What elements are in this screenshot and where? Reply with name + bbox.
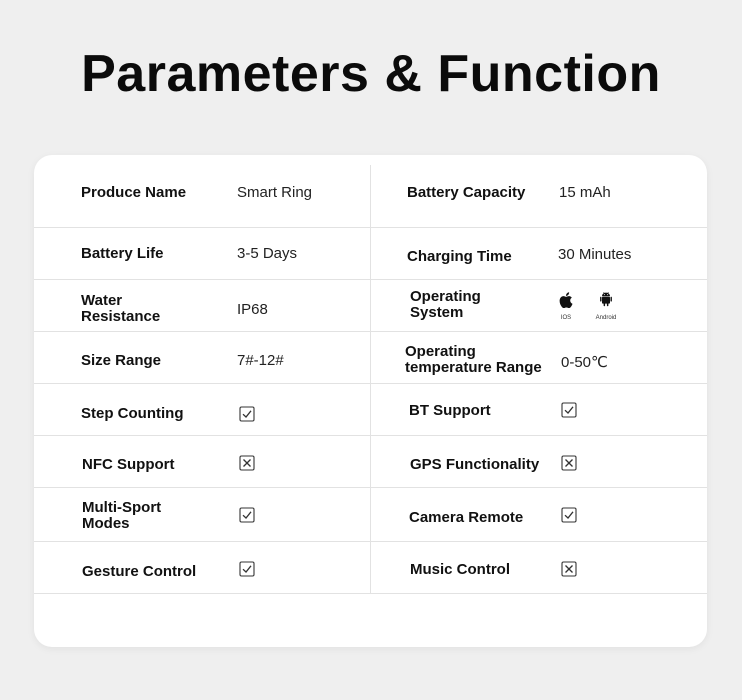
produce-name-value: Smart Ring [237, 184, 313, 201]
charging-time-value: 30 Minutes [558, 246, 632, 263]
multi-sport-modes-check-icon [239, 507, 255, 523]
apple-icon [559, 292, 573, 308]
operating-temperature-label-line1: Operating [405, 343, 476, 360]
column-divider [370, 165, 371, 593]
produce-name-label: Produce Name [81, 184, 187, 201]
charging-time-label: Charging Time [407, 248, 512, 265]
android-item [586, 292, 626, 321]
nfc-support-label: NFC Support [82, 456, 175, 473]
multi-sport-modes-label-line2: Modes [82, 515, 130, 532]
music-control-cross-icon [561, 561, 577, 577]
camera-remote-check-icon [561, 507, 577, 523]
nfc-support-cross-icon [239, 455, 255, 471]
operating-system-label-line2: System [410, 304, 464, 321]
operating-temperature-label [405, 344, 542, 376]
size-range-value: 7#-12# [237, 352, 284, 369]
gesture-control-label: Gesture Control [82, 563, 197, 580]
gps-functionality-cross-icon [561, 455, 577, 471]
bt-support-label: BT Support [409, 402, 491, 419]
operating-system-label [410, 289, 481, 321]
operating-temperature-value: 0-50℃ [561, 354, 608, 371]
water-resistance-label-line2: Resistance [81, 308, 161, 325]
water-resistance-label-line1: Water [81, 292, 123, 309]
spec-table [34, 155, 707, 647]
bt-support-check-icon [561, 402, 577, 418]
battery-capacity-value: 15 mAh [559, 184, 611, 201]
water-resistance-label [81, 293, 160, 325]
battery-life-label: Battery Life [81, 245, 164, 262]
size-range-label: Size Range [81, 352, 162, 369]
operating-temperature-label-line2: temperature Range [405, 359, 542, 376]
gesture-control-check-icon [239, 561, 255, 577]
step-counting-check-icon [239, 406, 255, 422]
android-caption: Android [595, 315, 617, 321]
multi-sport-modes-label-line1: Multi-Sport [82, 499, 162, 516]
step-counting-label: Step Counting [81, 405, 184, 422]
android-icon [599, 292, 613, 308]
ios-caption: IOS [560, 315, 572, 321]
gps-functionality-label: GPS Functionality [410, 456, 540, 473]
camera-remote-label: Camera Remote [409, 509, 524, 526]
ios-item [546, 292, 586, 321]
operating-system-label-line1: Operating [410, 288, 481, 305]
battery-capacity-label: Battery Capacity [407, 184, 526, 201]
multi-sport-modes-label [82, 500, 161, 532]
water-resistance-value: IP68 [237, 301, 268, 318]
battery-life-value: 3-5 Days [237, 245, 298, 262]
music-control-label: Music Control [410, 561, 510, 578]
page-title: Parameters & Function [81, 45, 661, 103]
